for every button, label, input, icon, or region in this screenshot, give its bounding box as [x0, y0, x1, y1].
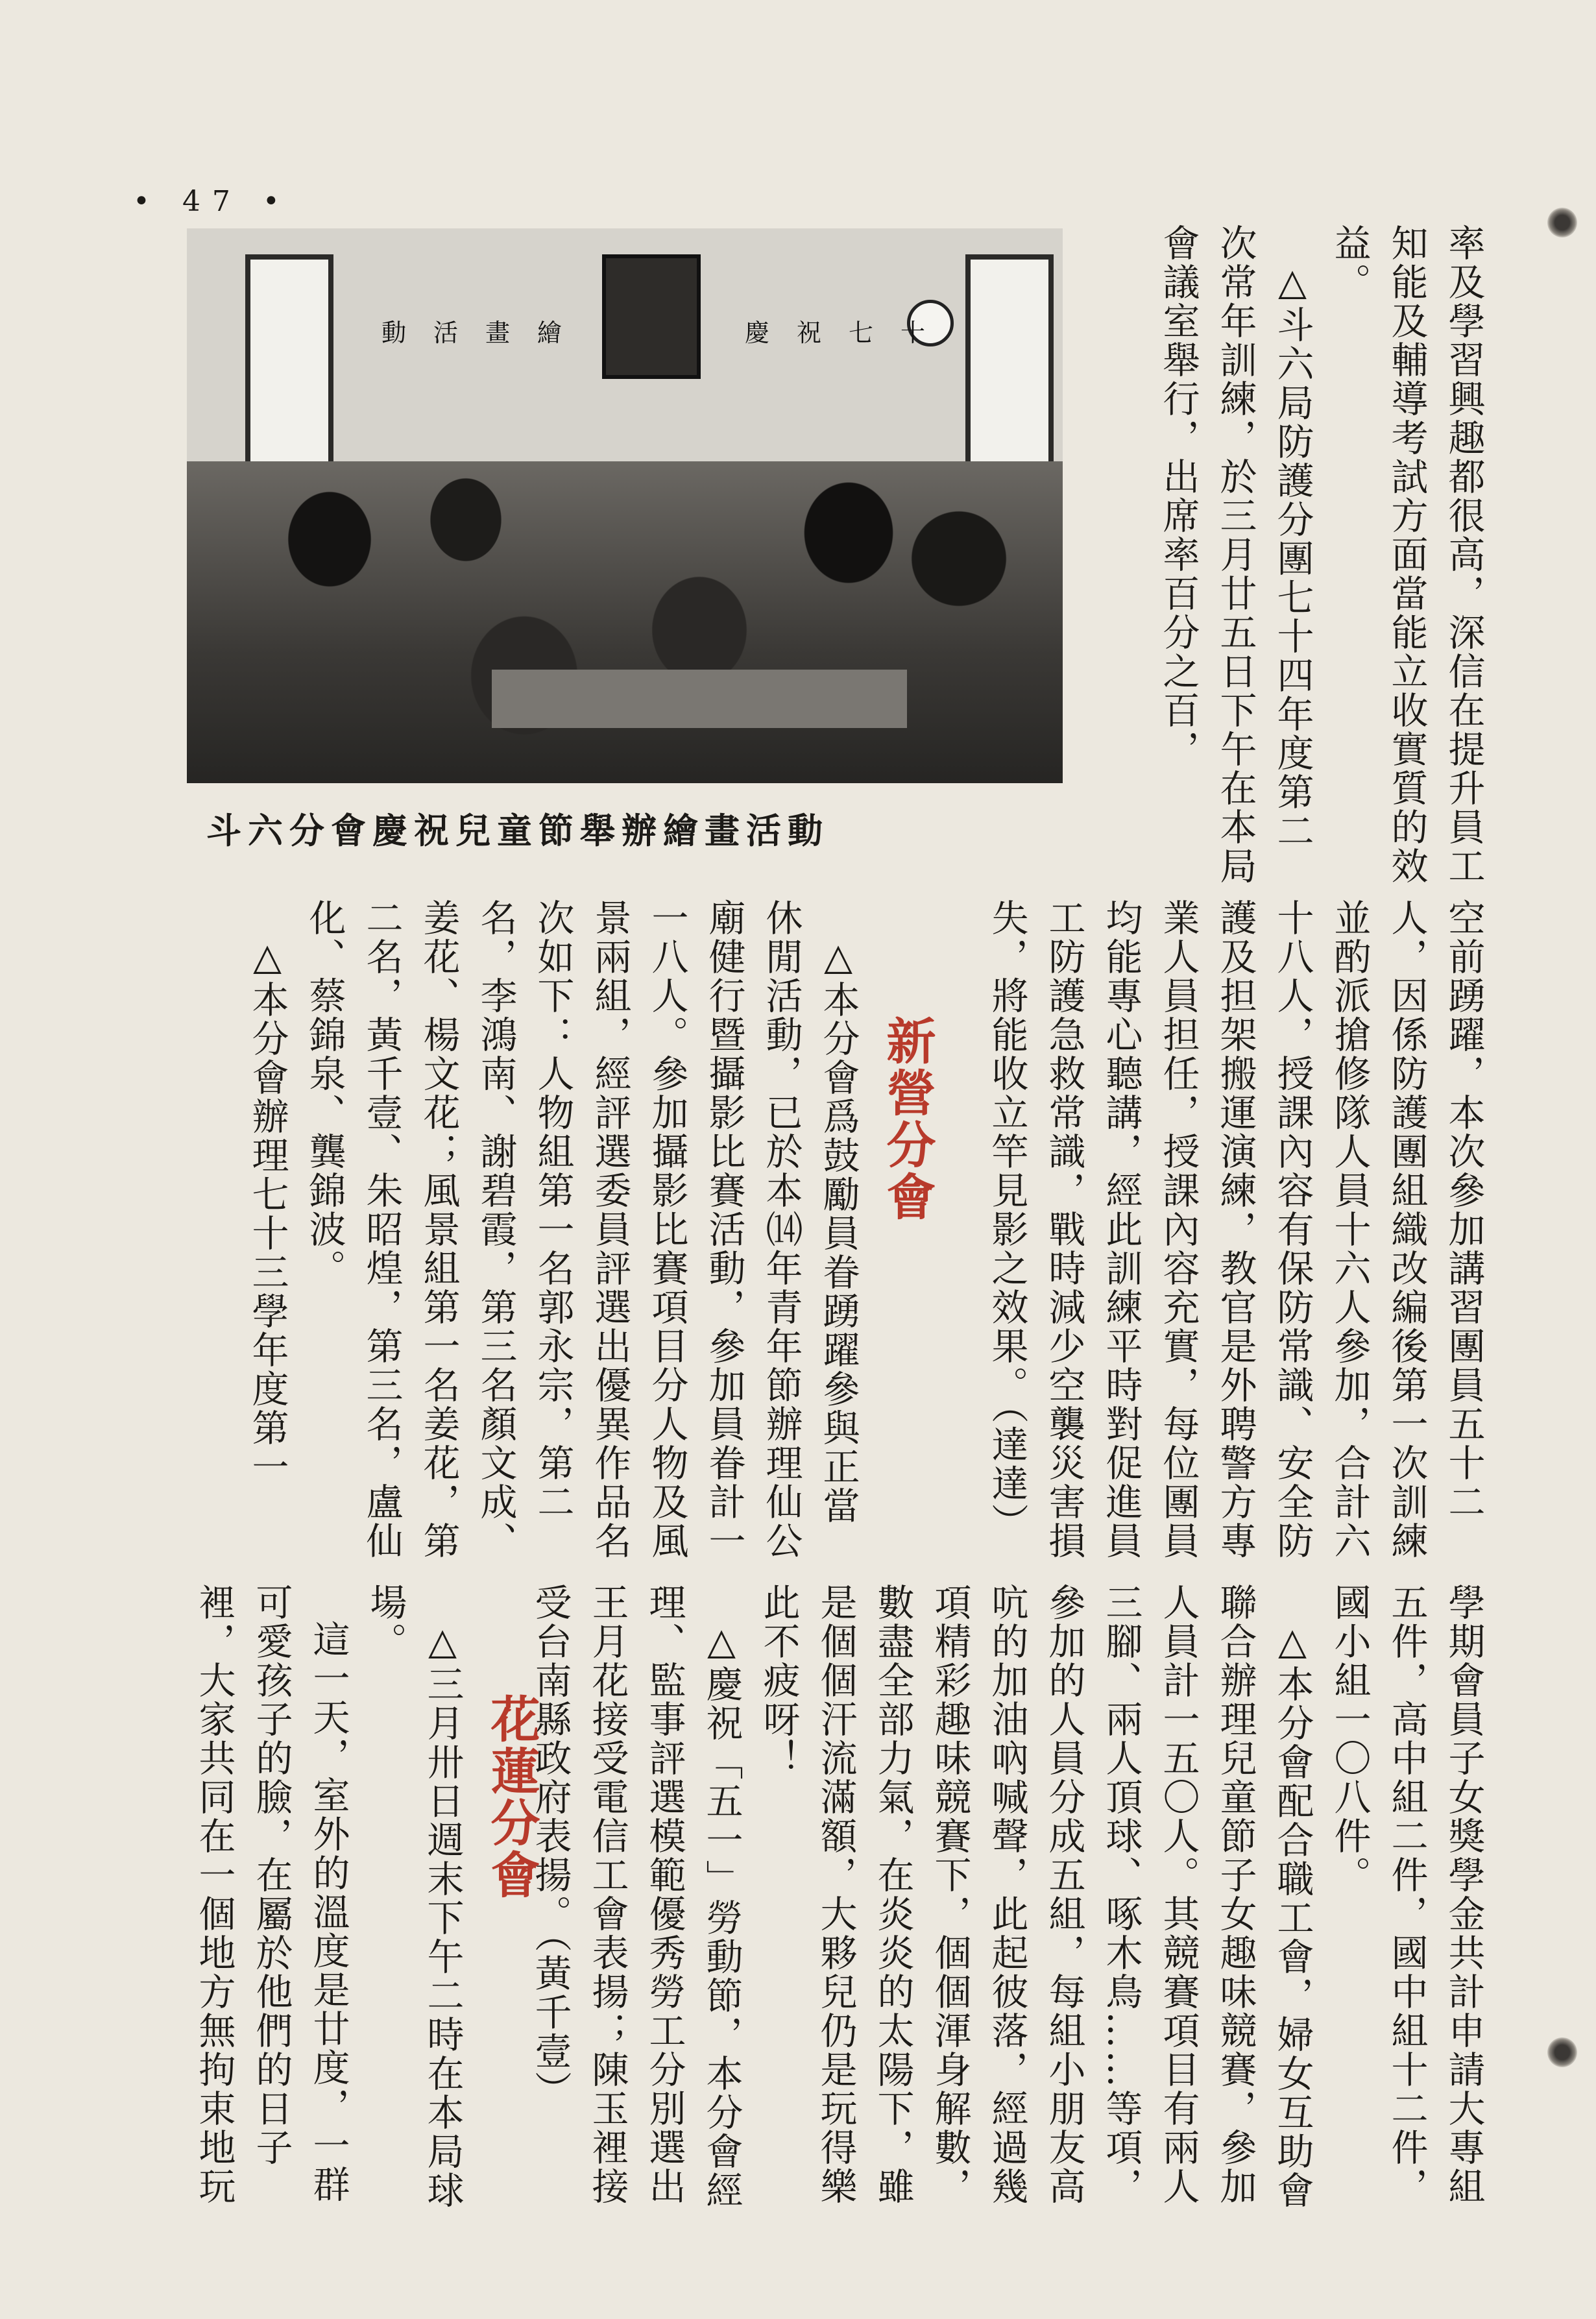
- photo-table: [492, 670, 907, 728]
- photo-caption: 斗六分會慶祝兒童節舉辦繪畫活動: [206, 810, 829, 851]
- binding-hole-top: [1547, 208, 1577, 237]
- paragraph: △慶祝「五一」勞動節，本分會經理、監事評選模範優秀勞工分別選出王月花接受電信工會表揚；陳玉裡接受台南縣政府表揚。（黃千壹）: [529, 1583, 743, 2210]
- column-top-right: [1096, 224, 1492, 886]
- photo-crowd: [187, 461, 1063, 783]
- photo-banner-left: 動活畫繪: [381, 319, 590, 347]
- paragraph: △三月卅日週末下午二時在本局球場。: [364, 1583, 464, 2210]
- paragraph: 空前踴躍，本次參加講習團員五十二人，因係防護團組織改編後第一次訓練並酌派搶修隊人員十六人參加，合計六十八人，授課內容有保防常識、安全防護及担架搬運演練，教官是外聘警方專業人員担任，授課內容充實，每位團員均能專心聽講，經此訓練平時對促進員工防護急救常識，戰時減少空襲災害損失，將能收立竿見影之效果。（達達）: [985, 899, 1485, 1560]
- photo-window-right: [965, 254, 1054, 479]
- section-heading-xinying: 新營分會: [878, 1015, 936, 1223]
- classroom-photo: [187, 228, 1063, 783]
- paragraph: △本分會辦理七十三學年度第一: [246, 936, 289, 1487]
- column-middle-right: [934, 899, 1492, 1560]
- paragraph: 率及學習興趣都很高，深信在提升員工知能及輔導考試方面當能立收實質的效益。: [1328, 224, 1485, 886]
- paragraph: △斗六局防護分團七十四年度第二次常年訓練，於三月廿五日下午在本局會議室舉行，出席率百分之百，: [1157, 224, 1314, 886]
- page-number: • 47 •: [133, 185, 291, 218]
- column-bottom-right: [529, 1583, 1492, 2239]
- paragraph: 這一天，室外的溫度是廿度，一群可愛孩子的臉，在屬於他們的日子裡，大家共同在一個地方無拘束地玩: [193, 1583, 350, 2206]
- paragraph: △本分會爲鼓勵員眷踴躍參與正當休閒活動，已於本⒁年青年節辦理仙公廟健行暨攝影比賽活動，參加員眷計一一八人。參加攝影比賽項目分人物及風景兩組，經評選委員評選出優異作品名次如下：人物組第一名郭永宗，第二名，李鴻南、謝碧霞，第三名顏文成、姜花、楊文花；風景組第一名姜花，第二名，黃千壹、朱昭煌，第三名，盧仙化、蔡錦泉、龔錦波。: [303, 899, 860, 1560]
- binding-hole-bottom: [1547, 2037, 1577, 2067]
- photo-banner-right: 慶祝七十: [745, 319, 953, 347]
- photo-window-left: [245, 254, 333, 479]
- section-hualien: [149, 1583, 538, 2239]
- section-xinying: [214, 899, 934, 1560]
- paragraph: 學期會員子女獎學金共計申請大專組五件，高中組二件，國中組十二件，國小組一〇八件。: [1328, 1583, 1485, 2206]
- paragraph: △本分會配合職工會，婦女互助會聯合辦理兒童節子女趣味競賽，參加人員計一五〇人。其競賽項目有兩人三腳、兩人頂球、啄木鳥……等項，參加的人員分成五組，每組小朋友高吭的加油吶喊聲，此起彼落，經過幾項精彩趣味競賽下，個個渾身解數，數盡全部力氣，在炎炎的太陽下，雖是個個汗流滿額，大夥兒仍是玩得樂此不疲呀！: [757, 1583, 1314, 2210]
- section-heading-hualien: 花蓮分會: [483, 1694, 540, 1901]
- photo-portrait: [602, 254, 701, 379]
